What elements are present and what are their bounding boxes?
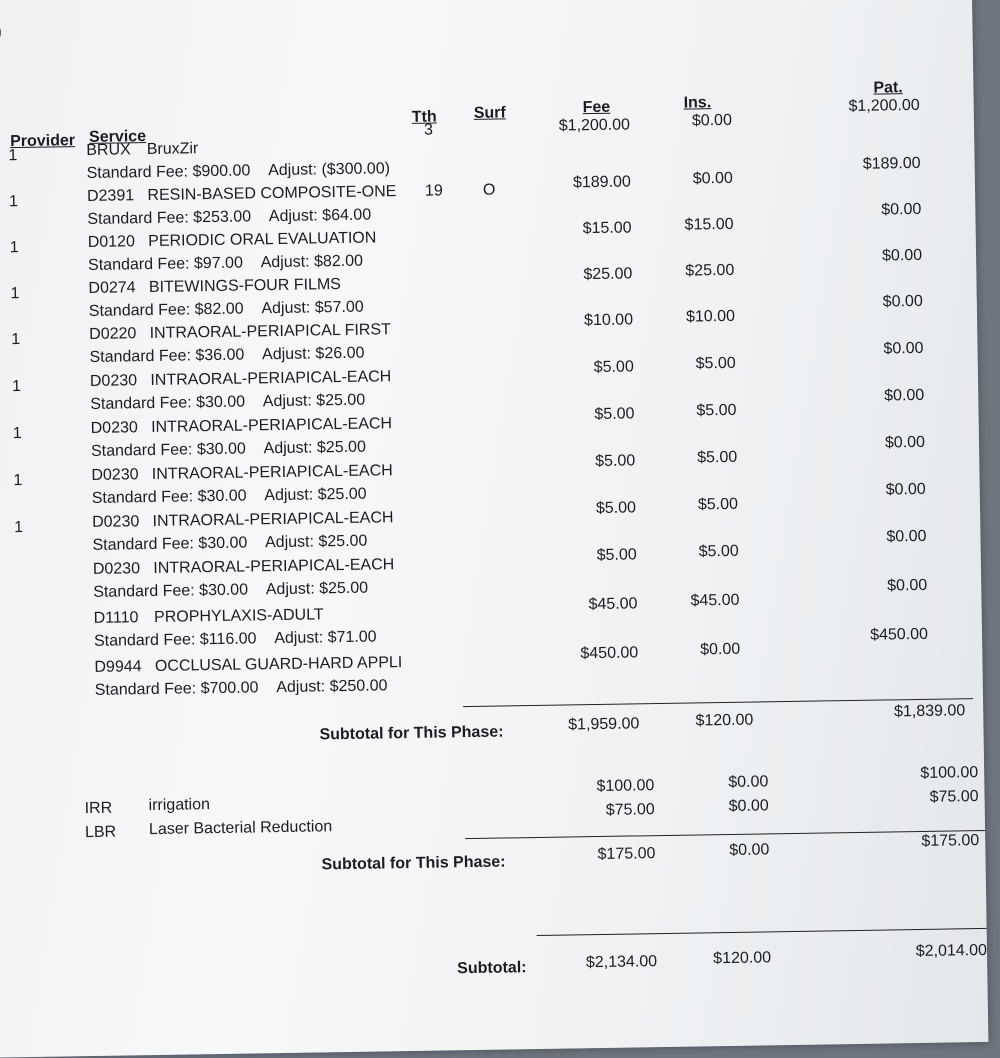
procedure-service: [94, 654, 402, 677]
patient-amount: $0.00: [887, 576, 928, 595]
procedure-code: D0220: [89, 325, 137, 343]
standard-fee-label: Standard Fee:: [87, 255, 190, 274]
patient-amount: $450.00: [870, 625, 929, 644]
fee-amount: $100.00: [596, 777, 655, 796]
procedure-service: [91, 415, 393, 438]
procedure-service: [92, 509, 394, 532]
provider-id: 1: [8, 193, 19, 211]
phase-two-subtotal-ins: $0.00: [729, 841, 770, 859]
adjust-label: Adjust:: [276, 678, 326, 697]
standard-fee-value: $900.00: [192, 162, 251, 181]
fee-amount: $189.00: [572, 173, 632, 192]
header-provider: Provider: [10, 132, 76, 151]
fee-amount: $15.00: [582, 219, 632, 238]
insurance-amount: $25.00: [685, 261, 735, 280]
procedure-description: INTRAORAL-PERIAPICAL FIRST: [149, 321, 391, 343]
phase-one-subtotal-pat: $1,839.00: [893, 702, 966, 721]
standard-fee-value: $30.00: [196, 393, 246, 412]
procedure-service: [88, 229, 377, 252]
adjust-label: Adjust:: [260, 253, 310, 272]
adjust-label: Adjust:: [261, 299, 311, 318]
patient-amount: $100.00: [920, 764, 979, 782]
phase-one-subtotal-fee: $1,959.00: [568, 715, 640, 734]
patient-amount: $0.00: [885, 480, 926, 499]
procedure-service: [93, 556, 395, 579]
provider-id: 1: [11, 331, 21, 349]
insurance-amount: $5.00: [695, 354, 736, 373]
procedure-code: D0230: [92, 560, 141, 578]
fee-amount: $5.00: [594, 405, 635, 424]
surface-code: O: [482, 181, 496, 199]
header-ins: Ins.: [683, 94, 712, 112]
patient-amount: $0.00: [883, 339, 924, 358]
standard-fee-value: $97.00: [193, 254, 244, 273]
insurance-amount: $5.00: [697, 448, 738, 467]
adjust-value: $25.00: [318, 532, 368, 551]
standard-fee-label: Standard Fee:: [89, 347, 192, 366]
standard-fee-line: [95, 677, 388, 700]
standard-fee-label: Standard Fee:: [86, 163, 189, 182]
standard-fee-value: $253.00: [193, 208, 252, 227]
fee-amount: $5.00: [593, 358, 634, 377]
standard-fee-label: Standard Fee:: [93, 631, 196, 650]
procedure-description: INTRAORAL-PERIAPICAL-EACH: [152, 509, 394, 530]
standard-fee-value: $36.00: [195, 346, 245, 365]
phase-one-subtotal-ins: $120.00: [695, 711, 754, 730]
insurance-amount: $5.00: [696, 401, 737, 420]
procedure-description: PERIODIC ORAL EVALUATION: [148, 229, 377, 251]
insurance-amount: $5.00: [697, 495, 739, 514]
provider-id: 1: [11, 378, 22, 396]
header-surface: Surf: [473, 104, 506, 122]
insurance-amount: $0.00: [728, 773, 769, 791]
adjust-label: Adjust:: [264, 486, 314, 505]
fee-amount: $5.00: [596, 546, 637, 565]
patient-amount: $1,200.00: [848, 96, 920, 116]
adjust-label: Adjust:: [267, 161, 318, 180]
fee-amount: $25.00: [583, 265, 633, 284]
insurance-amount: $15.00: [684, 215, 734, 234]
patient-amount: $0.00: [881, 200, 922, 219]
procedure-code: D1110: [93, 609, 139, 627]
adjust-value: $25.00: [316, 391, 366, 410]
standard-fee-value: $30.00: [196, 440, 246, 459]
patient-amount: $0.00: [884, 433, 926, 452]
adjust-value: $250.00: [329, 677, 388, 696]
item-code: LBR: [84, 823, 117, 842]
adjust-label: Adjust:: [262, 392, 312, 411]
procedure-service: [87, 183, 397, 206]
insurance-amount: $0.00: [692, 169, 733, 188]
adjust-label: Adjust:: [264, 533, 315, 552]
patient-amount: $189.00: [862, 154, 921, 173]
procedure-description: INTRAORAL-PERIAPICAL-EACH: [151, 462, 393, 483]
patient-amount: $0.00: [881, 246, 923, 265]
procedure-code: D0274: [88, 279, 136, 297]
adjust-value: $25.00: [319, 579, 369, 598]
phase-two-subtotal-label: Subtotal for This Phase:: [321, 853, 506, 874]
fee-amount: $1,200.00: [558, 116, 631, 135]
procedure-service: [94, 606, 324, 628]
provider-id: 1: [13, 472, 23, 490]
standard-fee-value: $30.00: [198, 581, 249, 600]
insurance-amount: $0.00: [700, 640, 741, 659]
procedure-code: BRUX: [86, 141, 131, 159]
fee-amount: $45.00: [588, 595, 638, 614]
grand-total-rule: [537, 928, 987, 936]
standard-fee-label: Standard Fee:: [88, 301, 191, 320]
fee-amount: $5.00: [595, 452, 636, 471]
standard-fee-label: Standard Fee:: [92, 535, 195, 554]
procedure-code: D0230: [89, 372, 138, 390]
phase-two-subtotal-pat: $175.00: [921, 832, 980, 850]
procedure-code: D0230: [92, 513, 140, 531]
standard-fee-label: Standard Fee:: [91, 488, 194, 507]
item-description: irrigation: [148, 796, 211, 815]
procedure-code: D0230: [90, 419, 138, 437]
standard-fee-value: $82.00: [194, 300, 244, 319]
tooth-number: 3: [423, 121, 434, 139]
adjust-label: Adjust:: [265, 580, 315, 599]
procedure-service: [91, 462, 393, 485]
header-fee: Fee: [582, 98, 611, 117]
fee-amount: $5.00: [595, 499, 637, 518]
standard-fee-value: $30.00: [197, 487, 247, 506]
procedure-description: OCCLUSAL GUARD-HARD APPLI: [154, 654, 403, 675]
adjust-label: Adjust:: [274, 629, 324, 648]
patient-amount: $0.00: [886, 527, 927, 546]
grand-subtotal-ins: $120.00: [713, 949, 772, 968]
item-description: Laser Bacterial Reduction: [148, 818, 333, 839]
insurance-amount: $45.00: [690, 591, 740, 610]
grand-subtotal-label: Subtotal:: [457, 959, 527, 978]
procedure-service: [88, 276, 341, 298]
provider-id: 1: [10, 285, 20, 303]
phase-one-subtotal-label: Subtotal for This Phase:: [319, 723, 504, 744]
adjust-value: $64.00: [322, 206, 372, 225]
procedure-code: D2391: [86, 187, 135, 205]
header-service: Service: [88, 128, 147, 146]
adjust-label: Adjust:: [261, 345, 312, 364]
standard-fee-label: Standard Fee:: [90, 394, 192, 413]
procedure-description: INTRAORAL-PERIAPICAL-EACH: [150, 368, 392, 390]
adjust-label: Adjust:: [268, 207, 318, 226]
provider-id: 1: [12, 425, 22, 443]
fee-amount: $10.00: [583, 311, 634, 330]
insurance-amount: $0.00: [691, 111, 733, 130]
procedure-code: D0230: [91, 466, 139, 484]
procedure-description: BruxZir: [146, 140, 199, 159]
fee-amount: $75.00: [605, 801, 655, 819]
patient-amount: $0.00: [882, 292, 923, 311]
procedure-description: RESIN-BASED COMPOSITE-ONE: [147, 183, 397, 205]
provider-id: 1: [9, 239, 19, 257]
header-tooth: Tth: [411, 108, 437, 126]
procedure-description: INTRAORAL-PERIAPICAL-EACH: [150, 415, 393, 436]
procedure-code: D9944: [94, 658, 142, 676]
grand-subtotal-pat: $2,014.00: [915, 941, 988, 961]
adjust-value: $25.00: [317, 485, 367, 504]
adjust-value: $57.00: [314, 298, 364, 317]
header-pat: Pat.: [873, 79, 903, 97]
grand-subtotal-fee: $2,134.00: [585, 953, 658, 972]
procedure-description: BITEWINGS-FOUR FILMS: [148, 276, 342, 297]
phase-two-subtotal-fee: $175.00: [597, 845, 656, 864]
standard-fee-value: $30.00: [198, 534, 248, 553]
standard-fee-value: $116.00: [199, 630, 257, 649]
standard-fee-label: Standard Fee:: [90, 441, 193, 460]
corner-mark: [0, 22, 2, 45]
standard-fee-label: Standard Fee:: [87, 209, 189, 228]
provider-id: 1: [8, 147, 18, 165]
standard-fee-value: $700.00: [200, 679, 259, 698]
patient-amount: $0.00: [884, 386, 925, 405]
adjust-value: $25.00: [316, 438, 367, 457]
procedure-service: [86, 140, 198, 160]
standard-fee-label: Standard Fee:: [94, 680, 197, 699]
insurance-amount: $5.00: [698, 542, 739, 561]
adjust-value: ($300.00): [321, 160, 391, 179]
tooth-number: 19: [424, 182, 443, 200]
insurance-amount: $10.00: [685, 307, 736, 326]
adjust-value: $26.00: [315, 344, 365, 363]
procedure-description: PROPHYLAXIS-ADULT: [153, 606, 324, 626]
standard-fee-label: Standard Fee:: [93, 582, 195, 601]
adjust-value: $82.00: [313, 252, 364, 271]
fee-amount: $450.00: [580, 644, 639, 663]
adjust-value: $71.00: [327, 628, 377, 647]
provider-id: 1: [14, 519, 24, 537]
procedure-code: D0120: [87, 233, 136, 251]
item-code: IRR: [84, 799, 113, 818]
adjust-label: Adjust:: [263, 439, 313, 458]
procedure-service: [89, 321, 391, 344]
procedure-description: INTRAORAL-PERIAPICAL-EACH: [153, 556, 395, 577]
procedure-service: [90, 368, 392, 391]
insurance-amount: $0.00: [728, 797, 769, 815]
patient-amount: $75.00: [929, 788, 979, 806]
